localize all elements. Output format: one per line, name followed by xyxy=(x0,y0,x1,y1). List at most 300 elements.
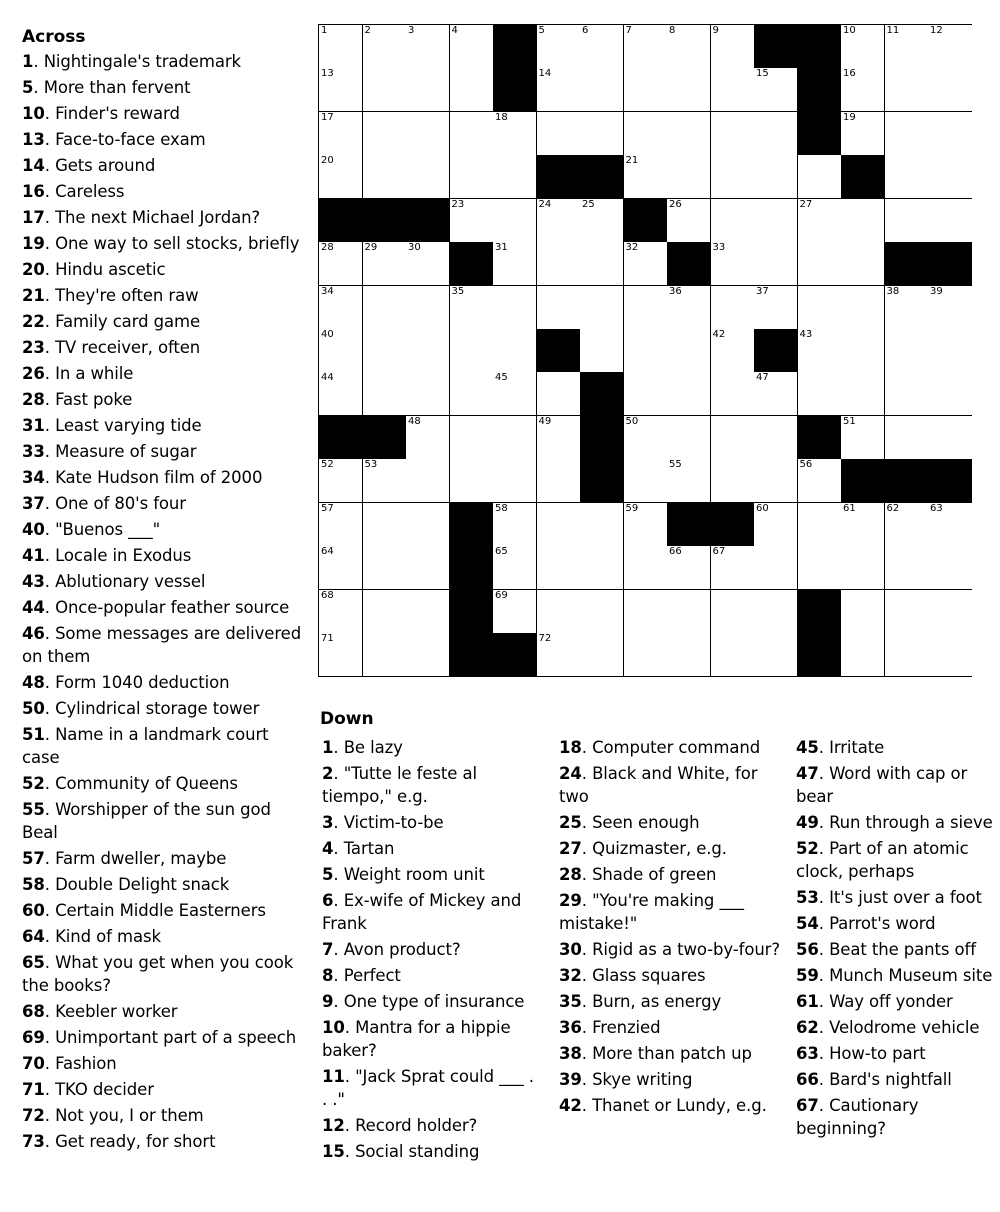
cell-number: 2 xyxy=(364,25,371,36)
cell-number: 4 xyxy=(451,25,458,36)
grid-cell[interactable] xyxy=(885,590,929,634)
grid-cell[interactable] xyxy=(928,590,972,634)
grid-cell[interactable] xyxy=(406,68,450,112)
clue-text: Nightingale's trademark xyxy=(43,52,241,71)
grid-cell[interactable] xyxy=(841,199,885,243)
grid-cell[interactable] xyxy=(667,329,711,373)
grid-cell[interactable] xyxy=(493,546,537,590)
grid-cell[interactable] xyxy=(406,372,450,416)
black-square xyxy=(319,416,363,460)
grid-cell[interactable] xyxy=(319,546,363,590)
grid-cell[interactable] xyxy=(406,459,450,503)
grid-cell[interactable] xyxy=(363,112,407,156)
grid-cell[interactable] xyxy=(450,416,494,460)
cell-number: 30 xyxy=(408,242,421,254)
grid-cell[interactable] xyxy=(667,155,711,199)
clue-number: 4 xyxy=(322,839,334,858)
clue: 50. Cylindrical storage tower xyxy=(22,699,260,718)
across-clue-list xyxy=(22,50,307,1153)
grid-cell[interactable] xyxy=(537,416,581,460)
clue: 56. Beat the pants off xyxy=(796,940,976,959)
grid-cell[interactable] xyxy=(450,68,494,112)
grid-cell[interactable] xyxy=(711,633,755,676)
grid-cell[interactable] xyxy=(580,68,624,112)
clue: 6. Ex-wife of Mickey and Frank xyxy=(322,891,522,933)
grid-cell[interactable] xyxy=(885,633,929,676)
grid-cell[interactable] xyxy=(493,242,537,286)
cell-number: 44 xyxy=(321,372,334,384)
grid-cell[interactable] xyxy=(624,112,668,156)
grid-cell[interactable] xyxy=(319,329,363,373)
grid-cell[interactable] xyxy=(667,459,711,503)
clue: 16. Careless xyxy=(22,182,125,201)
clue: 72. Not you, I or them xyxy=(22,1106,204,1125)
black-square xyxy=(363,416,407,460)
grid-cell[interactable] xyxy=(319,155,363,199)
clue: 41. Locale in Exodus xyxy=(22,546,192,565)
grid-cell[interactable] xyxy=(537,633,581,676)
grid-cell[interactable] xyxy=(841,329,885,373)
down-heading: Down xyxy=(320,709,374,729)
grid-cell[interactable] xyxy=(363,242,407,286)
clue-number: 43 xyxy=(22,572,45,591)
clue: 47. Word with cap or bear xyxy=(796,764,968,806)
cell-number: 34 xyxy=(321,285,334,297)
grid-cell[interactable] xyxy=(754,68,798,112)
grid-cell[interactable] xyxy=(493,416,537,460)
grid-cell[interactable] xyxy=(537,546,581,590)
grid-cell[interactable] xyxy=(493,590,537,634)
clue: 70. Fashion xyxy=(22,1054,117,1073)
grid-cell[interactable] xyxy=(885,503,929,547)
grid-cell[interactable] xyxy=(711,199,755,243)
clue-number: 12 xyxy=(322,1116,345,1135)
grid-cell[interactable] xyxy=(798,372,842,416)
clue-text: Victim-to-be xyxy=(343,813,444,832)
grid-cell[interactable] xyxy=(450,25,494,69)
cell-number: 57 xyxy=(321,502,334,514)
grid-cell[interactable] xyxy=(928,155,972,199)
clue-number: 65 xyxy=(22,953,45,972)
grid-cell[interactable] xyxy=(537,459,581,503)
grid-cell[interactable] xyxy=(928,329,972,373)
grid-cell[interactable] xyxy=(580,25,624,69)
clue-text: Glass squares xyxy=(592,966,706,985)
grid-cell[interactable] xyxy=(450,155,494,199)
grid-cell[interactable] xyxy=(841,416,885,460)
grid-cell[interactable] xyxy=(450,459,494,503)
grid-cell[interactable] xyxy=(319,25,363,69)
cell-number: 39 xyxy=(930,285,943,297)
grid-cell[interactable] xyxy=(406,286,450,330)
clue-text: Bard's nightfall xyxy=(829,1070,952,1089)
grid-cell[interactable] xyxy=(363,372,407,416)
grid-cell[interactable] xyxy=(580,546,624,590)
clue: 63. How-to part xyxy=(796,1044,926,1063)
clue-text: Tartan xyxy=(343,839,395,858)
clue-text: They're often raw xyxy=(55,286,199,305)
grid-cell[interactable] xyxy=(624,242,668,286)
grid-cell[interactable] xyxy=(667,416,711,460)
grid-cell[interactable] xyxy=(928,25,972,69)
clue-text: TV receiver, often xyxy=(55,338,201,357)
grid-cell[interactable] xyxy=(798,503,842,547)
grid-cell[interactable] xyxy=(885,286,929,330)
cell-number: 37 xyxy=(756,285,769,297)
clue-number: 37 xyxy=(22,494,45,513)
grid-cell[interactable] xyxy=(319,590,363,634)
grid-cell[interactable] xyxy=(754,633,798,676)
grid-cell[interactable] xyxy=(754,242,798,286)
cell-number: 20 xyxy=(321,155,334,167)
grid-cell[interactable] xyxy=(363,155,407,199)
grid-cell[interactable] xyxy=(406,329,450,373)
clue-number: 20 xyxy=(22,260,45,279)
grid-cell[interactable] xyxy=(667,25,711,69)
grid-cell[interactable] xyxy=(885,112,929,156)
down-clues-column-3 xyxy=(796,736,1000,1143)
grid-cell[interactable] xyxy=(754,286,798,330)
grid-cell[interactable] xyxy=(493,503,537,547)
grid-cell[interactable] xyxy=(406,590,450,634)
grid-cell[interactable] xyxy=(841,503,885,547)
grid-cell[interactable] xyxy=(537,286,581,330)
grid-cell[interactable] xyxy=(841,546,885,590)
cell-number: 61 xyxy=(843,502,856,514)
grid-cell[interactable] xyxy=(928,112,972,156)
grid-cell[interactable] xyxy=(406,416,450,460)
clue: 61. Way off yonder xyxy=(796,992,953,1011)
grid-cell[interactable] xyxy=(580,242,624,286)
grid-cell[interactable] xyxy=(450,286,494,330)
cell-number: 16 xyxy=(843,68,856,80)
grid-cell[interactable] xyxy=(624,286,668,330)
grid-cell[interactable] xyxy=(711,372,755,416)
black-square xyxy=(798,416,842,460)
clue-number: 2 xyxy=(322,764,334,783)
grid-cell[interactable] xyxy=(624,25,668,69)
grid-cell[interactable] xyxy=(711,286,755,330)
grid-cell[interactable] xyxy=(363,286,407,330)
grid-cell[interactable] xyxy=(406,242,450,286)
grid-cell[interactable] xyxy=(493,329,537,373)
clue: 31. Least varying tide xyxy=(22,416,202,435)
clue: 66. Bard's nightfall xyxy=(796,1070,952,1089)
grid-cell[interactable] xyxy=(580,503,624,547)
cell-number: 65 xyxy=(495,546,508,558)
grid-cell[interactable] xyxy=(667,546,711,590)
clue-text: Careless xyxy=(55,182,125,201)
grid-cell[interactable] xyxy=(711,329,755,373)
black-square xyxy=(841,155,885,199)
grid-cell[interactable] xyxy=(319,68,363,112)
clue: 39. Skye writing xyxy=(559,1070,693,1089)
grid-cell[interactable] xyxy=(798,329,842,373)
grid-cell[interactable] xyxy=(406,503,450,547)
clue: 14. Gets around xyxy=(22,156,156,175)
clue-text: "Buenos ___" xyxy=(55,520,161,539)
grid-cell[interactable] xyxy=(450,199,494,243)
grid-cell[interactable] xyxy=(885,546,929,590)
clue-number: 15 xyxy=(322,1142,345,1161)
clue-number: 60 xyxy=(22,901,45,920)
clue: 68. Keebler worker xyxy=(22,1002,178,1021)
grid-cell[interactable] xyxy=(667,112,711,156)
clue-text: Unimportant part of a speech xyxy=(55,1028,297,1047)
grid-cell[interactable] xyxy=(624,459,668,503)
clue-text: Skye writing xyxy=(592,1070,693,1089)
grid-cell[interactable] xyxy=(624,68,668,112)
grid-cell[interactable] xyxy=(754,372,798,416)
grid-cell[interactable] xyxy=(624,546,668,590)
grid-cell[interactable] xyxy=(537,503,581,547)
clue-text: Social standing xyxy=(355,1142,480,1161)
grid-cell[interactable] xyxy=(841,25,885,69)
grid-cell[interactable] xyxy=(754,112,798,156)
grid-cell[interactable] xyxy=(841,112,885,156)
clue-number: 44 xyxy=(22,598,45,617)
grid-cell[interactable] xyxy=(624,590,668,634)
grid-cell[interactable] xyxy=(754,199,798,243)
clue: 43. Ablutionary vessel xyxy=(22,572,206,591)
clue: 55. Worshipper of the sun god Beal xyxy=(22,800,271,842)
grid-cell[interactable] xyxy=(928,546,972,590)
clue: 19. One way to sell stocks, briefly xyxy=(22,234,300,253)
grid-cell[interactable] xyxy=(885,329,929,373)
grid-cell[interactable] xyxy=(711,590,755,634)
grid-cell[interactable] xyxy=(798,286,842,330)
clue-text: Ex-wife of Mickey and Frank xyxy=(322,891,522,933)
grid-cell[interactable] xyxy=(667,372,711,416)
grid-cell[interactable] xyxy=(363,590,407,634)
grid-cell[interactable] xyxy=(754,546,798,590)
clue: 5. Weight room unit xyxy=(322,865,485,884)
grid-cell[interactable] xyxy=(754,459,798,503)
grid-cell[interactable] xyxy=(580,286,624,330)
grid-cell[interactable] xyxy=(493,155,537,199)
grid-cell[interactable] xyxy=(406,112,450,156)
grid-cell[interactable] xyxy=(667,68,711,112)
clue-text: Run through a sieve xyxy=(829,813,993,832)
grid-cell[interactable] xyxy=(493,112,537,156)
grid-cell[interactable] xyxy=(711,416,755,460)
grid-cell[interactable] xyxy=(406,25,450,69)
grid-cell[interactable] xyxy=(406,633,450,676)
grid-cell[interactable] xyxy=(798,459,842,503)
clue-text: Measure of sugar xyxy=(55,442,197,461)
clue: 46. Some messages are delivered on them xyxy=(22,624,302,666)
grid-cell[interactable] xyxy=(537,68,581,112)
black-square xyxy=(580,459,624,503)
grid-cell[interactable] xyxy=(754,590,798,634)
grid-cell[interactable] xyxy=(493,372,537,416)
grid-cell[interactable] xyxy=(363,546,407,590)
clue-text: "Jack Sprat could ___ . . ." xyxy=(322,1067,534,1109)
cell-number: 51 xyxy=(843,415,856,427)
cell-number: 5 xyxy=(538,25,545,36)
black-square xyxy=(450,546,494,590)
grid-cell[interactable] xyxy=(667,633,711,676)
grid-cell[interactable] xyxy=(537,199,581,243)
grid-cell[interactable] xyxy=(798,199,842,243)
grid-cell[interactable] xyxy=(711,546,755,590)
cell-number: 53 xyxy=(364,459,378,471)
black-square xyxy=(624,199,668,243)
clue-text: One of 80's four xyxy=(55,494,186,513)
grid-cell[interactable] xyxy=(537,112,581,156)
grid-cell[interactable] xyxy=(537,372,581,416)
grid-cell[interactable] xyxy=(537,25,581,69)
clue-text: Form 1040 deduction xyxy=(55,673,230,692)
grid-cell[interactable] xyxy=(493,286,537,330)
grid-cell[interactable] xyxy=(363,459,407,503)
grid-cell[interactable] xyxy=(580,590,624,634)
grid-cell[interactable] xyxy=(580,633,624,676)
black-square xyxy=(450,242,494,286)
clue-number: 59 xyxy=(796,966,819,985)
clue-text: Weight room unit xyxy=(343,865,485,884)
clue: 48. Form 1040 deduction xyxy=(22,673,230,692)
grid-cell[interactable] xyxy=(624,372,668,416)
grid-cell[interactable] xyxy=(798,155,842,199)
grid-cell[interactable] xyxy=(667,590,711,634)
cell-number: 58 xyxy=(495,502,508,514)
grid-cell[interactable] xyxy=(711,242,755,286)
cell-number: 56 xyxy=(799,459,813,471)
grid-cell[interactable] xyxy=(885,372,929,416)
black-square xyxy=(450,503,494,547)
grid-cell[interactable] xyxy=(841,242,885,286)
grid-cell[interactable] xyxy=(841,633,885,676)
clue-text: Munch Museum site xyxy=(829,966,993,985)
clue: 44. Once-popular feather source xyxy=(22,598,290,617)
clue: 52. Community of Queens xyxy=(22,774,238,793)
cell-number: 68 xyxy=(321,589,334,601)
grid-cell[interactable] xyxy=(580,329,624,373)
grid-cell[interactable] xyxy=(537,242,581,286)
grid-cell[interactable] xyxy=(885,416,929,460)
grid-cell[interactable] xyxy=(928,416,972,460)
grid-cell[interactable] xyxy=(450,329,494,373)
grid-cell[interactable] xyxy=(406,546,450,590)
grid-cell[interactable] xyxy=(667,199,711,243)
grid-cell[interactable] xyxy=(841,372,885,416)
clue: 58. Double Delight snack xyxy=(22,875,230,894)
grid-cell[interactable] xyxy=(885,68,929,112)
clue-number: 61 xyxy=(796,992,819,1011)
cell-number: 33 xyxy=(712,242,726,254)
clue-text: Least varying tide xyxy=(55,416,202,435)
grid-cell[interactable] xyxy=(928,68,972,112)
grid-cell[interactable] xyxy=(537,590,581,634)
grid-cell[interactable] xyxy=(928,372,972,416)
grid-cell[interactable] xyxy=(711,68,755,112)
clue-text: Finder's reward xyxy=(55,104,180,123)
grid-cell[interactable] xyxy=(580,112,624,156)
clue-number: 35 xyxy=(559,992,582,1011)
grid-cell[interactable] xyxy=(798,242,842,286)
grid-cell[interactable] xyxy=(928,503,972,547)
clue-number: 14 xyxy=(22,156,45,175)
clue-number: 28 xyxy=(559,865,582,884)
grid-cell[interactable] xyxy=(319,372,363,416)
grid-cell[interactable] xyxy=(885,199,929,243)
clue-number: 23 xyxy=(22,338,45,357)
grid-cell[interactable] xyxy=(711,155,755,199)
grid-cell[interactable] xyxy=(363,68,407,112)
grid-cell[interactable] xyxy=(711,25,755,69)
grid-cell[interactable] xyxy=(319,503,363,547)
grid-cell[interactable] xyxy=(885,25,929,69)
grid-cell[interactable] xyxy=(667,286,711,330)
grid-cell[interactable] xyxy=(624,155,668,199)
grid-cell[interactable] xyxy=(319,286,363,330)
grid-cell[interactable] xyxy=(624,416,668,460)
grid-cell[interactable] xyxy=(711,459,755,503)
clue-text: It's just over a foot xyxy=(829,888,982,907)
grid-cell[interactable] xyxy=(841,286,885,330)
grid-cell[interactable] xyxy=(493,199,537,243)
grid-cell[interactable] xyxy=(754,155,798,199)
cell-number: 32 xyxy=(625,242,639,254)
clue: 11. "Jack Sprat could ___ . . ." xyxy=(322,1067,534,1109)
clue-number: 45 xyxy=(796,738,819,757)
grid-cell[interactable] xyxy=(754,503,798,547)
grid-cell[interactable] xyxy=(450,372,494,416)
grid-cell[interactable] xyxy=(841,590,885,634)
cell-number: 59 xyxy=(625,502,639,514)
grid-cell[interactable] xyxy=(928,286,972,330)
grid-cell[interactable] xyxy=(450,112,494,156)
clue-text: More than patch up xyxy=(592,1044,752,1063)
grid-cell[interactable] xyxy=(624,503,668,547)
clue-number: 38 xyxy=(559,1044,582,1063)
grid-cell[interactable] xyxy=(363,329,407,373)
grid-cell[interactable] xyxy=(798,546,842,590)
grid-cell[interactable] xyxy=(319,242,363,286)
clue-text: Double Delight snack xyxy=(55,875,230,894)
grid-cell[interactable] xyxy=(319,633,363,676)
cell-number: 3 xyxy=(408,25,415,36)
clue: 67. Cautionary beginning? xyxy=(796,1096,919,1138)
grid-cell[interactable] xyxy=(363,503,407,547)
black-square xyxy=(319,199,363,243)
grid-cell[interactable] xyxy=(363,633,407,676)
grid-cell[interactable] xyxy=(841,68,885,112)
grid-cell[interactable] xyxy=(363,25,407,69)
cell-number: 36 xyxy=(669,285,682,297)
grid-cell[interactable] xyxy=(928,633,972,676)
clue-text: TKO decider xyxy=(55,1080,154,1099)
grid-cell[interactable] xyxy=(493,459,537,503)
clue-text: Cylindrical storage tower xyxy=(55,699,260,718)
grid-cell[interactable] xyxy=(711,112,755,156)
grid-cell[interactable] xyxy=(624,329,668,373)
grid-cell[interactable] xyxy=(885,155,929,199)
clue-text: Worshipper of the sun god Beal xyxy=(22,800,271,842)
grid-cell[interactable] xyxy=(754,416,798,460)
black-square xyxy=(798,633,842,676)
grid-cell[interactable] xyxy=(580,199,624,243)
grid-cell[interactable] xyxy=(406,155,450,199)
cell-number: 40 xyxy=(321,329,334,341)
clue: 30. Rigid as a two-by-four? xyxy=(559,940,781,959)
grid-cell[interactable] xyxy=(319,112,363,156)
clue: 8. Perfect xyxy=(322,966,401,985)
grid-cell[interactable] xyxy=(319,459,363,503)
grid-cell[interactable] xyxy=(928,199,972,243)
grid-cell[interactable] xyxy=(624,633,668,676)
